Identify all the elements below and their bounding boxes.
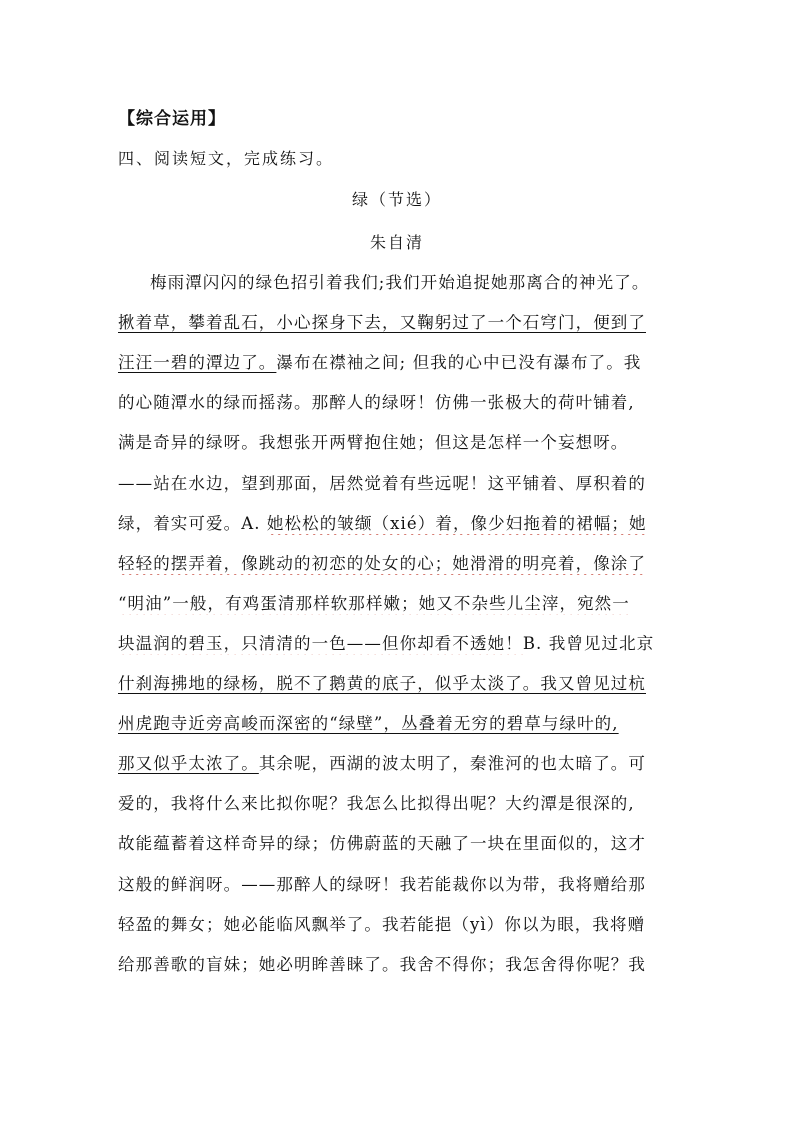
- passage-line: [118, 914, 686, 936]
- line-text: 绿，着实可爱。A.: [118, 513, 267, 533]
- line-text: ——站在水边，望到那面，居然觉着有些远呢！这平铺着、厚积着的: [118, 473, 646, 493]
- wavy-underlined-text: 块温润的碧玉，只清清的一色——但你却看不透她！: [118, 633, 523, 653]
- wavy-underlined-text: 她松松的皱缬（xié）着，像少妇拖着的裙幅；她: [266, 513, 647, 533]
- wavy-underlined-text: 轻轻的摆弄着，像跳动的初恋的处女的心；她滑滑的明亮着，像涂了: [118, 553, 646, 573]
- underlined-sentence: 州虎跑寺近旁高峻而深密的“绿壁”，丛叠着无穷的碧草与绿叶的,: [118, 714, 619, 734]
- line-text: 其余呢，西湖的波太明了，秦淮河的也太暗了。可: [258, 754, 647, 774]
- passage-line: [118, 553, 686, 575]
- underlined-sentence: 那又似乎太浓了。: [118, 754, 259, 774]
- line-text: 故能蕴蓄着这样奇异的绿；仿佛蔚蓝的天融了一块在里面似的，这才: [118, 834, 646, 854]
- article-title: 绿（节选）: [351, 190, 442, 209]
- article-author: 朱自清: [369, 233, 424, 252]
- passage-line: [150, 272, 686, 294]
- line-text: 给那善歌的盲妹；她必明眸善睐了。我舍不得你；我怎舍得你呢？我: [118, 954, 646, 974]
- underlined-sentence: 汪汪一碧的潭边了。: [118, 353, 277, 373]
- passage-line: [118, 673, 686, 695]
- line-text: 梅雨潭闪闪的绿色招引着我们;我们开始追捉她那离合的神光了。: [150, 273, 650, 292]
- passage-line: [118, 312, 686, 334]
- passage-line: [118, 954, 686, 976]
- underlined-sentence: 揪着草，攀着乱石，小心探身下去，又鞠躬过了一个石穹门，便到了: [118, 313, 646, 333]
- passage-line: [118, 753, 686, 775]
- passage-line: [118, 432, 686, 454]
- passage-line: [118, 513, 686, 535]
- question-instruction: 四、阅读短文，完成练习。: [118, 149, 335, 168]
- passage-line: [118, 793, 686, 815]
- wavy-underlined-text: “明油”一般，有鸡蛋清那样软那样嫩；她又不杂些儿尘滓，宛然一: [118, 593, 630, 613]
- section-header: 【综合运用】: [118, 109, 226, 129]
- passage-line: [118, 593, 686, 615]
- line-text: 满是奇异的绿呀。我想张开两臂抱住她；但这是怎样一个妄想呀。: [118, 433, 629, 453]
- line-text: 爱的，我将什么来比拟你呢？我怎么比拟得出呢？大约潭是很深的,: [118, 794, 635, 814]
- line-text: B. 我曾见过北京: [522, 633, 655, 653]
- line-text: 轻盈的舞女；她必能临风飘举了。我若能挹（yì）你以为眼，我将赠: [118, 914, 646, 934]
- passage-line: [118, 633, 686, 655]
- passage-line: [118, 713, 686, 735]
- passage-line: [118, 392, 686, 414]
- passage-line: [118, 833, 686, 855]
- line-text: 的心随潭水的绿而摇荡。那醉人的绿呀！仿佛一张极大的荷叶铺着,: [118, 393, 635, 413]
- line-text: 这般的鲜润呀。——那醉人的绿呀！我若能裁你以为带，我将赠给那: [118, 874, 646, 894]
- passage-line: [118, 874, 686, 896]
- passage-line: [118, 473, 686, 495]
- passage-line: [118, 352, 686, 374]
- line-text: 瀑布在襟袖之间; 但我的心中已没有瀑布了。我: [276, 353, 642, 373]
- underlined-sentence: 什刹海拂地的绿杨，脱不了鹅黄的底子，似乎太淡了。我又曾见过杭: [118, 674, 646, 693]
